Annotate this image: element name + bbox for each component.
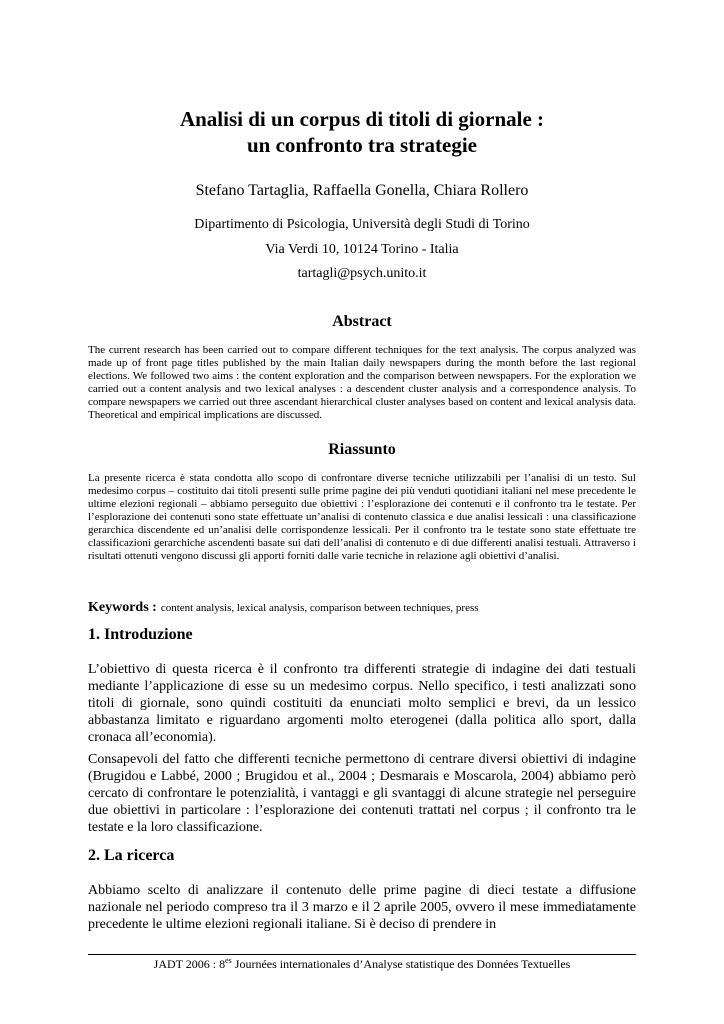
title-line-2: un confronto tra strategie bbox=[247, 133, 477, 157]
intro-paragraph-1: L’obiettivo di questa ricerca è il confronto tra differenti strategie di indagine dei dati testuali mediante l’applicazione di esse su un medesimo corpus. Nello specifico, i testi analizzati sono titoli di giornale, sono quindi costituiti da enunciati molto semplici e brevi, da un lessico abbastanza limitato e riguardano argomenti molto eterogenei (dalla politica allo sport, dalla cronaca all’economia). bbox=[88, 662, 636, 745]
keywords bbox=[88, 598, 648, 616]
footer-divider bbox=[88, 954, 636, 955]
paper-title bbox=[0, 106, 724, 158]
footer-superscript: es bbox=[225, 956, 232, 965]
riassunto-heading: Riassunto bbox=[328, 441, 396, 458]
keywords-text: content analysis, lexical analysis, comparison between techniques, press bbox=[160, 602, 479, 614]
page-footer bbox=[0, 957, 724, 972]
affiliation: Dipartimento di Psicologia, Università degli Studi di Torino bbox=[194, 217, 530, 232]
footer-prefix: JADT 2006 : 8 bbox=[153, 957, 226, 971]
ricerca-paragraph-1: Abbiamo scelto di analizzare il contenuto delle prime pagine di dieci testate a diffusione nazionale nel periodo compreso tra il 3 marzo e il 2 aprile 2005, ovvero il mese immediatamente precedente le ultime elezioni regionali italiane. Si è deciso di prendere in bbox=[88, 883, 636, 932]
address: Via Verdi 10, 10124 Torino - Italia bbox=[265, 242, 459, 257]
section-heading-ricerca: 2. La ricerca bbox=[88, 847, 175, 864]
title-line-1: Analisi di un corpus di titoli di giornale : bbox=[179, 107, 545, 131]
authors: Stefano Tartaglia, Raffaella Gonella, Chiara Rollero bbox=[195, 182, 529, 199]
intro-paragraph-2: Consapevoli del fatto che differenti tecniche permettono di centrare diversi obiettivi di indagine (Brugidou e Labbé, 2000 ; Brugidou et al., 2004 ; Desmarais e Moscarola, 2004) abbiamo però cercato di confrontare le potenzialità, i vantaggi e gli svantaggi di alcune strategie nel perseguire due obiettivi in particolare : l’esplorazione dei contenuti trattati nel corpus ; il confronto tra le testate e la loro classificazione. bbox=[88, 752, 636, 835]
keywords-label: Keywords : bbox=[88, 600, 157, 615]
riassunto-text: La presente ricerca è stata condotta allo scopo di confrontare diverse tecniche utilizzabili per l’analisi di un testo. Sul medesimo corpus – costituito dai titoli presenti sulle prime pagine dei più venduti quotidiani italiani nel mese precedente le ultime elezioni regionali – abbiamo perseguito due obiettivi : l’esplorazione dei contenuti e il confronto tra le testate. Per l’esplorazione dei contenuti sono state effettuate un’analisi di contenuto classica e due analisi lessicali : una classificazione gerarchica discendente ed un’analisi delle corrispondenze lessicali. Per il confronto tra le testate sono state effettuate tre classificazioni gerarchiche ascendenti basate sui dati dell’analisi di contenuto e di due differenti analisi testuali. Attraverso i risultati ottenuti vengono discussi gli apporti forniti dalle varie tecniche in relazione agli obiettivi d’analisi. bbox=[88, 472, 636, 562]
abstract-heading: Abstract bbox=[332, 313, 392, 330]
email: tartagli@psych.unito.it bbox=[297, 266, 427, 281]
section-heading-introduzione: 1. Introduzione bbox=[88, 626, 193, 643]
footer-suffix: Journées internationales d’Analyse statistique des Données Textuelles bbox=[231, 957, 571, 971]
abstract-text: The current research has been carried out to compare different techniques for the text analysis. The corpus analyzed was made up of front page titles published by the main Italian daily newspapers during the month before the last regional elections. We followed two aims : the content exploration and the comparison between newspapers. For the exploration we carried out a content analysis and two lexical analyses : a descendent cluster analysis and a correspondence analysis. To compare newspapers we carried out three ascendant hierarchical cluster analyses based on content and lexical analysis data. Theoretical and empirical implications are discussed. bbox=[88, 344, 636, 421]
